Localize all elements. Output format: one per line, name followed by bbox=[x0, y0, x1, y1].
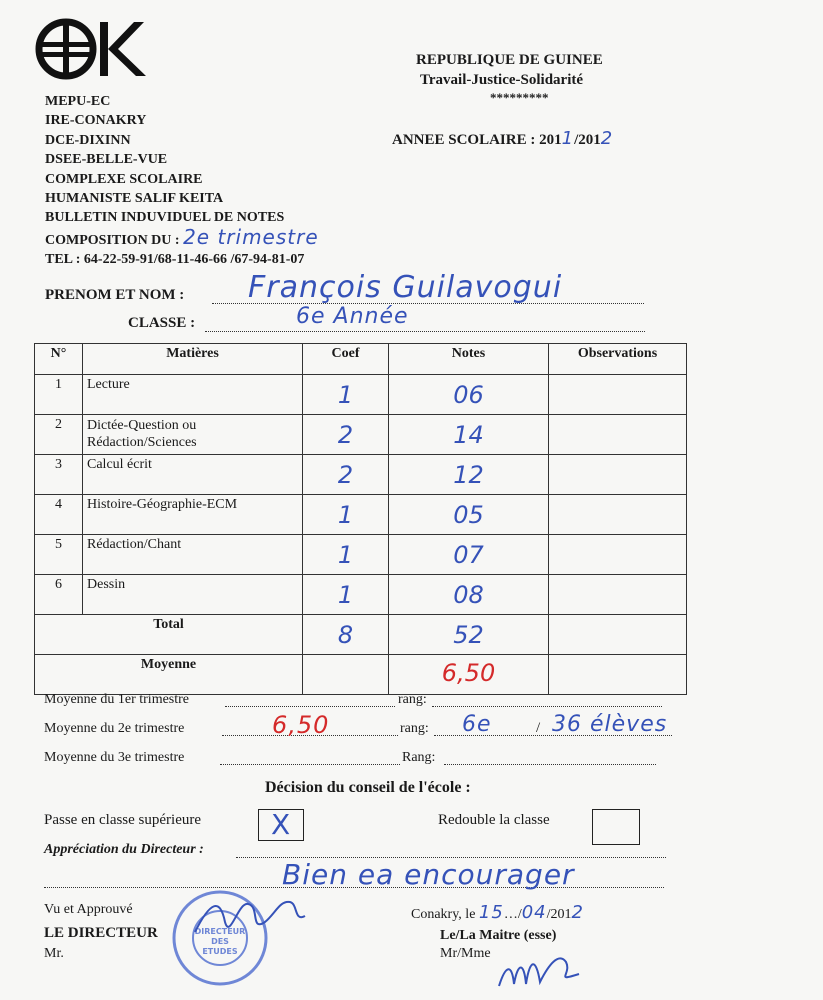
avg-t2-label: Moyenne du 2e trimestre bbox=[44, 721, 185, 736]
country-motto: Travail-Justice-Solidarité bbox=[420, 72, 584, 88]
svg-text:DIRECTEUR: DIRECTEUR bbox=[194, 927, 246, 936]
left-header bbox=[45, 92, 319, 270]
grades-table bbox=[34, 343, 687, 695]
redouble-label: Redouble la classe bbox=[438, 812, 550, 828]
date-day: 15 bbox=[478, 902, 504, 923]
header-line-1: MEPU-EC bbox=[45, 94, 111, 109]
avg-t2-students: 36 élèves bbox=[552, 712, 668, 737]
avg-t3-dots bbox=[220, 764, 400, 765]
maitre-mrmme: Mr/Mme bbox=[440, 946, 491, 961]
school-logo bbox=[34, 18, 150, 80]
moyenne-row bbox=[35, 655, 687, 695]
moyenne-observation bbox=[549, 655, 687, 695]
header-line-5: COMPLEXE SCOLAIRE bbox=[45, 171, 203, 187]
table-row bbox=[35, 535, 687, 575]
avg-t2-value: 6,50 bbox=[272, 711, 330, 739]
avg-t1-rang: rang: bbox=[398, 692, 427, 707]
row-num: 5 bbox=[35, 535, 83, 575]
moyenne-coef bbox=[303, 655, 389, 695]
total-notes bbox=[389, 615, 549, 655]
row-coef bbox=[303, 415, 389, 455]
passe-check-mark: X bbox=[271, 808, 292, 841]
row-coef bbox=[303, 375, 389, 415]
total-coef bbox=[303, 615, 389, 655]
passe-checkbox[interactable] bbox=[258, 809, 304, 841]
date-year-hand: 2 bbox=[571, 902, 584, 923]
row-note-value: 12 bbox=[453, 461, 484, 489]
class-dots bbox=[205, 331, 645, 332]
composition-value: 2e trimestre bbox=[183, 224, 319, 249]
composition-line bbox=[45, 224, 319, 250]
appreciation-label: Appréciation du Directeur : bbox=[44, 842, 204, 857]
moyenne-notes bbox=[389, 655, 549, 695]
row-coef bbox=[303, 495, 389, 535]
header-line-3: DCE-DIXINN bbox=[45, 132, 131, 148]
row-coef-value: 2 bbox=[337, 461, 354, 489]
row-coef-value: 1 bbox=[337, 501, 354, 529]
avg-t2-slash: / bbox=[536, 720, 541, 736]
header-line-7: BULLETIN INDUVIDUEL DE NOTES bbox=[45, 210, 285, 226]
row-observation bbox=[549, 575, 687, 615]
table-header-row bbox=[35, 344, 687, 375]
row-note bbox=[389, 535, 549, 575]
row-num: 6 bbox=[35, 575, 83, 615]
directeur-mr: Mr. bbox=[44, 946, 64, 961]
row-observation bbox=[549, 375, 687, 415]
row-num: 4 bbox=[35, 495, 83, 535]
svg-text:ETUDES: ETUDES bbox=[202, 947, 238, 956]
row-note-value: 08 bbox=[453, 581, 484, 609]
row-subject: Histoire-Géographie-ECM bbox=[83, 495, 303, 535]
row-coef bbox=[303, 575, 389, 615]
school-year-hand-1: 1 bbox=[561, 128, 575, 149]
table-row bbox=[35, 575, 687, 615]
total-notes-value: 52 bbox=[453, 621, 484, 649]
avg-t3-rang-dots bbox=[444, 764, 656, 765]
col-notes: Notes bbox=[389, 344, 549, 375]
table-row bbox=[35, 415, 687, 455]
row-observation bbox=[549, 535, 687, 575]
avg-t1-rang-dots bbox=[432, 706, 662, 707]
total-row bbox=[35, 615, 687, 655]
moyenne-value: 6,50 bbox=[441, 659, 496, 687]
row-note-value: 07 bbox=[453, 541, 484, 569]
avg-t1-dots bbox=[225, 706, 395, 707]
school-year-hand-2: 2 bbox=[600, 128, 614, 149]
total-label: Total bbox=[35, 615, 303, 655]
date-year-prefix: /201 bbox=[546, 907, 572, 922]
phone-numbers: TEL : 64-22-59-91/68-11-46-66 /67-94-81-07 bbox=[45, 252, 305, 268]
avg-t2-rang: rang: bbox=[400, 721, 429, 736]
row-coef-value: 1 bbox=[337, 381, 354, 409]
school-year-mid: /201 bbox=[574, 132, 601, 148]
director-signature bbox=[190, 892, 310, 947]
row-subject: Rédaction/Chant bbox=[83, 535, 303, 575]
row-num: 3 bbox=[35, 455, 83, 495]
row-subject: Calcul écrit bbox=[83, 455, 303, 495]
header-line-2: IRE-CONAKRY bbox=[45, 113, 147, 129]
avg-t3-label: Moyenne du 3e trimestre bbox=[44, 750, 185, 765]
row-coef-value: 1 bbox=[337, 541, 354, 569]
date-sep-1: …/ bbox=[503, 907, 522, 922]
row-subject: Dessin bbox=[83, 575, 303, 615]
avg-t1-label: Moyenne du 1er trimestre bbox=[44, 692, 190, 707]
maitre-label: Le/La Maitre (esse) bbox=[440, 928, 557, 943]
col-subject: Matières bbox=[83, 344, 303, 375]
header-line-6: HUMANISTE SALIF KEITA bbox=[45, 191, 224, 207]
class-label: CLASSE : bbox=[128, 315, 196, 331]
decision-title: Décision du conseil de l'école : bbox=[265, 779, 471, 796]
svg-text:DES: DES bbox=[211, 937, 229, 946]
col-num: N° bbox=[35, 344, 83, 375]
row-note-value: 14 bbox=[453, 421, 484, 449]
teacher-signature bbox=[494, 944, 594, 999]
row-observation bbox=[549, 415, 687, 455]
redouble-checkbox[interactable] bbox=[592, 809, 640, 845]
directeur-label: LE DIRECTEUR bbox=[44, 925, 158, 941]
header-stars: ********* bbox=[490, 90, 549, 105]
row-subject: Dictée-Question ou Rédaction/Sciences bbox=[83, 415, 303, 455]
col-observations: Observations bbox=[549, 344, 687, 375]
row-note bbox=[389, 575, 549, 615]
row-note bbox=[389, 455, 549, 495]
col-coef: Coef bbox=[303, 344, 389, 375]
conakry-label: Conakry, le bbox=[411, 907, 476, 922]
table-row bbox=[35, 375, 687, 415]
row-note bbox=[389, 495, 549, 535]
row-coef-value: 1 bbox=[337, 581, 354, 609]
avg-t2-rank: 6e bbox=[462, 712, 492, 737]
row-note-value: 05 bbox=[453, 501, 484, 529]
vu-approuve: Vu et Approuvé bbox=[44, 902, 133, 917]
row-num: 1 bbox=[35, 375, 83, 415]
row-observation bbox=[549, 455, 687, 495]
total-observation bbox=[549, 615, 687, 655]
date-month: 04 bbox=[521, 902, 547, 923]
row-num: 2 bbox=[35, 415, 83, 455]
conakry-date bbox=[411, 902, 584, 923]
row-coef bbox=[303, 455, 389, 495]
total-coef-value: 8 bbox=[337, 621, 354, 649]
row-note bbox=[389, 415, 549, 455]
avg-t3-rang: Rang: bbox=[402, 750, 436, 765]
row-note-value: 06 bbox=[453, 381, 484, 409]
header-line-4: DSEE-BELLE-VUE bbox=[45, 152, 168, 168]
appreciation-value: Bien ea encourager bbox=[282, 858, 575, 891]
class-value: 6e Année bbox=[296, 304, 409, 329]
school-year-label: ANNEE SCOLAIRE : 201 bbox=[392, 132, 562, 148]
row-coef bbox=[303, 535, 389, 575]
row-note bbox=[389, 375, 549, 415]
row-observation bbox=[549, 495, 687, 535]
passe-label: Passe en classe supérieure bbox=[44, 812, 202, 828]
country-title: REPUBLIQUE DE GUINEE bbox=[416, 52, 603, 68]
composition-label: COMPOSITION DU : bbox=[45, 232, 180, 248]
moyenne-label: Moyenne bbox=[35, 655, 303, 695]
row-subject: Lecture bbox=[83, 375, 303, 415]
name-label: PRENOM ET NOM : bbox=[45, 287, 185, 303]
table-row bbox=[35, 495, 687, 535]
table-row bbox=[35, 455, 687, 495]
student-name: François Guilavogui bbox=[248, 270, 563, 305]
row-coef-value: 2 bbox=[337, 421, 354, 449]
school-year bbox=[392, 128, 613, 149]
